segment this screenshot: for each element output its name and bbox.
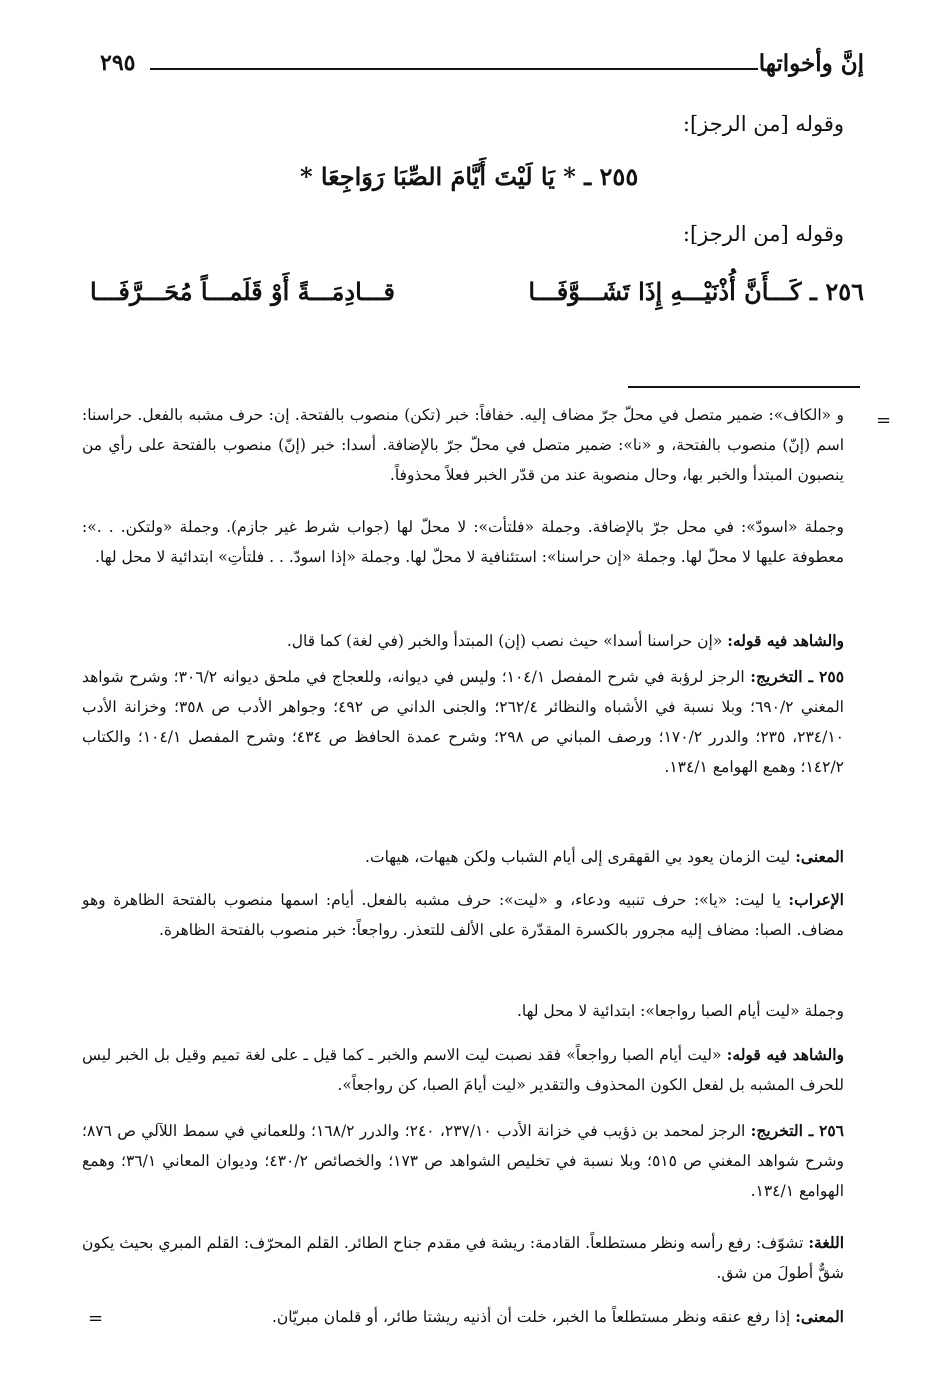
footnote-255-takhrij [82, 662, 844, 782]
verse-256-second-hemistich: قـــادِمَـــةً أَوْ قَلَمـــاً مُحَـــرَّفَـــا [90, 277, 395, 306]
language-256-text: تشوّف: رفع رأسه ونظر مستطلعاً. القادمة: ريشة في مقدم جناح الطائر. القلم المحرّف: القلم المبري بحيث يكون شقٌّ أطولَ من شق. [82, 1234, 844, 1282]
continuation-mark-top: = [876, 410, 892, 431]
meaning-255-label: المعنى: [795, 847, 844, 866]
takhrij-256-text: الرجز لمحمد بن ذؤيب في خزانة الأدب ٢٣٧/١٠، ٢٤٠؛ والدرر ١٦٨/٢؛ وللعماني في سمط اللآلي ص ٨٧٦؛ وشرح شواهد المغني ص ٥١٥؛ وبلا نسبة في تخليص الشواهد ص ١٧٣؛ والخصائص ٤٣٠/٢؛ وديوان المعاني ٣٦/١؛ وهمع الهوامع ١٣٤/١. [82, 1122, 844, 1200]
header-rule [150, 68, 758, 70]
verse-256-first-hemistich: ٢٥٦ ـ كَـــأَنَّ أُذْنَيْـــهِ إِذَا تَشَـــوَّفَـــا [528, 277, 864, 306]
footnote-sentence-analysis: وجملة «اسودّ»: في محل جرّ بالإضافة. وجملة «فلتأت»: لا محلّ لها (جواب شرط غير جازم). وجملة «ولتكن. . .»: معطوفة عليها لا محلّ لها. وجملة «إن حراسنا»: استئنافية لا محلّ لها. وجملة «إذا اسودّ. . . فلتأتِ» ابتدائية لا محل لها. [82, 518, 844, 566]
takhrij-256-label: ٢٥٦ ـ التخريج: [750, 1121, 845, 1140]
continuation-mark-bottom: = [88, 1308, 104, 1329]
footnote-255-witness [82, 1040, 844, 1100]
footnote-255-irab [82, 885, 844, 945]
takhrij-255-text: الرجز لرؤبة في شرح المفصل ١٠٤/١؛ وليس في ديوانه، وللعجاج في ملحق ديوانه ٣٠٦/٢؛ وشرح شواهد المغني ٦٩٠/٢؛ وبلا نسبة في الأشباه والنظائر ٢٦٢/٤؛ والجنى الداني ص ٤٩٢؛ وجواهر الأدب ص ٣٥٨؛ وخزانة الأدب ٢٣٤/١٠، ٢٣٥؛ والدرر ١٧٠/٢؛ ورصف المباني ص ٢٩٨؛ وشرح عمدة الحافظ ص ٤٣٤؛ وشرح المفصل ١٠٤/١؛ والكتاب ١٤٢/٢؛ وهمع الهوامع ١٣٤/١. [82, 668, 844, 776]
irab-255-text: يا ليت: «يا»: حرف تنبيه ودعاء، و «ليت»: حرف مشبه بالفعل. أيام: اسمها منصوب بالفتحة الظاهرة وهو مضاف. الصبا: مضاف إليه مجرور بالكسرة المقدّرة على الألف للتعذر. رواجعاً: خبر منصوب بالفتحة الظاهرة. [82, 891, 844, 939]
witness-255-text: «ليت أيام الصبا رواجعاً» فقد نصبت ليت الاسم والخبر ـ كما قيل ـ على لغة تميم وقيل بل الخبر ليس للحرف المشبه بل لفعل الكون المحذوف والتقدير «ليت أيامَ الصبا، كن رواجعاً». [82, 1046, 844, 1094]
footnote-256-takhrij [82, 1116, 844, 1206]
meaning-255-text: ليت الزمان يعود بي القهقرى إلى أيام الشباب ولكن هيهات، هيهات. [365, 848, 791, 866]
footnote-witness-prev [82, 626, 844, 656]
verse-256-intro: وقوله [من الرجز]: [682, 222, 844, 246]
language-256-label: اللغة: [808, 1233, 844, 1252]
verse-255: ٢٥٥ ـ * يَا لَيْتَ أَيَّامَ الصِّبَا رَوَاجِعَا * [300, 162, 639, 191]
meaning-256-text: إذا رفع عنقه ونظر مستطلعاً ما الخبر، خلت أن أذنيه ريشتا طائر، أو قلمان مبريّان. [271, 1308, 791, 1326]
footnote-rule [628, 386, 860, 388]
witness-text: «إن حراسنا أسدا» حيث نصب (إن) المبتدأ والخبر (في لغة) كما قال. [286, 632, 723, 650]
witness-label: والشاهد فيه قوله: [727, 631, 844, 650]
footnote-irab-continued: و «الكاف»: ضمير متصل في محلّ جرّ مضاف إليه. خفافاً: خبر (تكن) منصوب بالفتحة. إن: حرف مشبه بالفعل. حراسنا: اسم (إنّ) منصوب بالفتحة، و «نا»: ضمير متصل في محلّ جرّ بالإضافة. أسدا: خبر (إنّ) منصوب بالفتحة على رأي من ينصبون المبتدأ والخبر بها، وحال منصوبة عند من قدّر الخبر فعلاً محذوفاً. [82, 406, 844, 484]
takhrij-255-label: ٢٥٥ ـ التخريج: [750, 667, 845, 686]
verse-255-intro: وقوله [من الرجز]: [682, 112, 844, 136]
footnote-256-meaning [82, 1302, 844, 1332]
footnote-255-meaning [82, 842, 844, 872]
page-number: ٢٩٥ [100, 50, 136, 76]
meaning-256-label: المعنى: [795, 1307, 844, 1326]
footnote-255-sentence: وجملة «ليت أيام الصبا رواجعا»: ابتدائية لا محل لها. [516, 1002, 844, 1020]
witness-255-label: والشاهد فيه قوله: [726, 1045, 845, 1064]
running-header-title: إنَّ وأخواتها [758, 50, 864, 77]
footnote-256-language [82, 1228, 844, 1288]
irab-255-label: الإعراب: [788, 890, 844, 909]
